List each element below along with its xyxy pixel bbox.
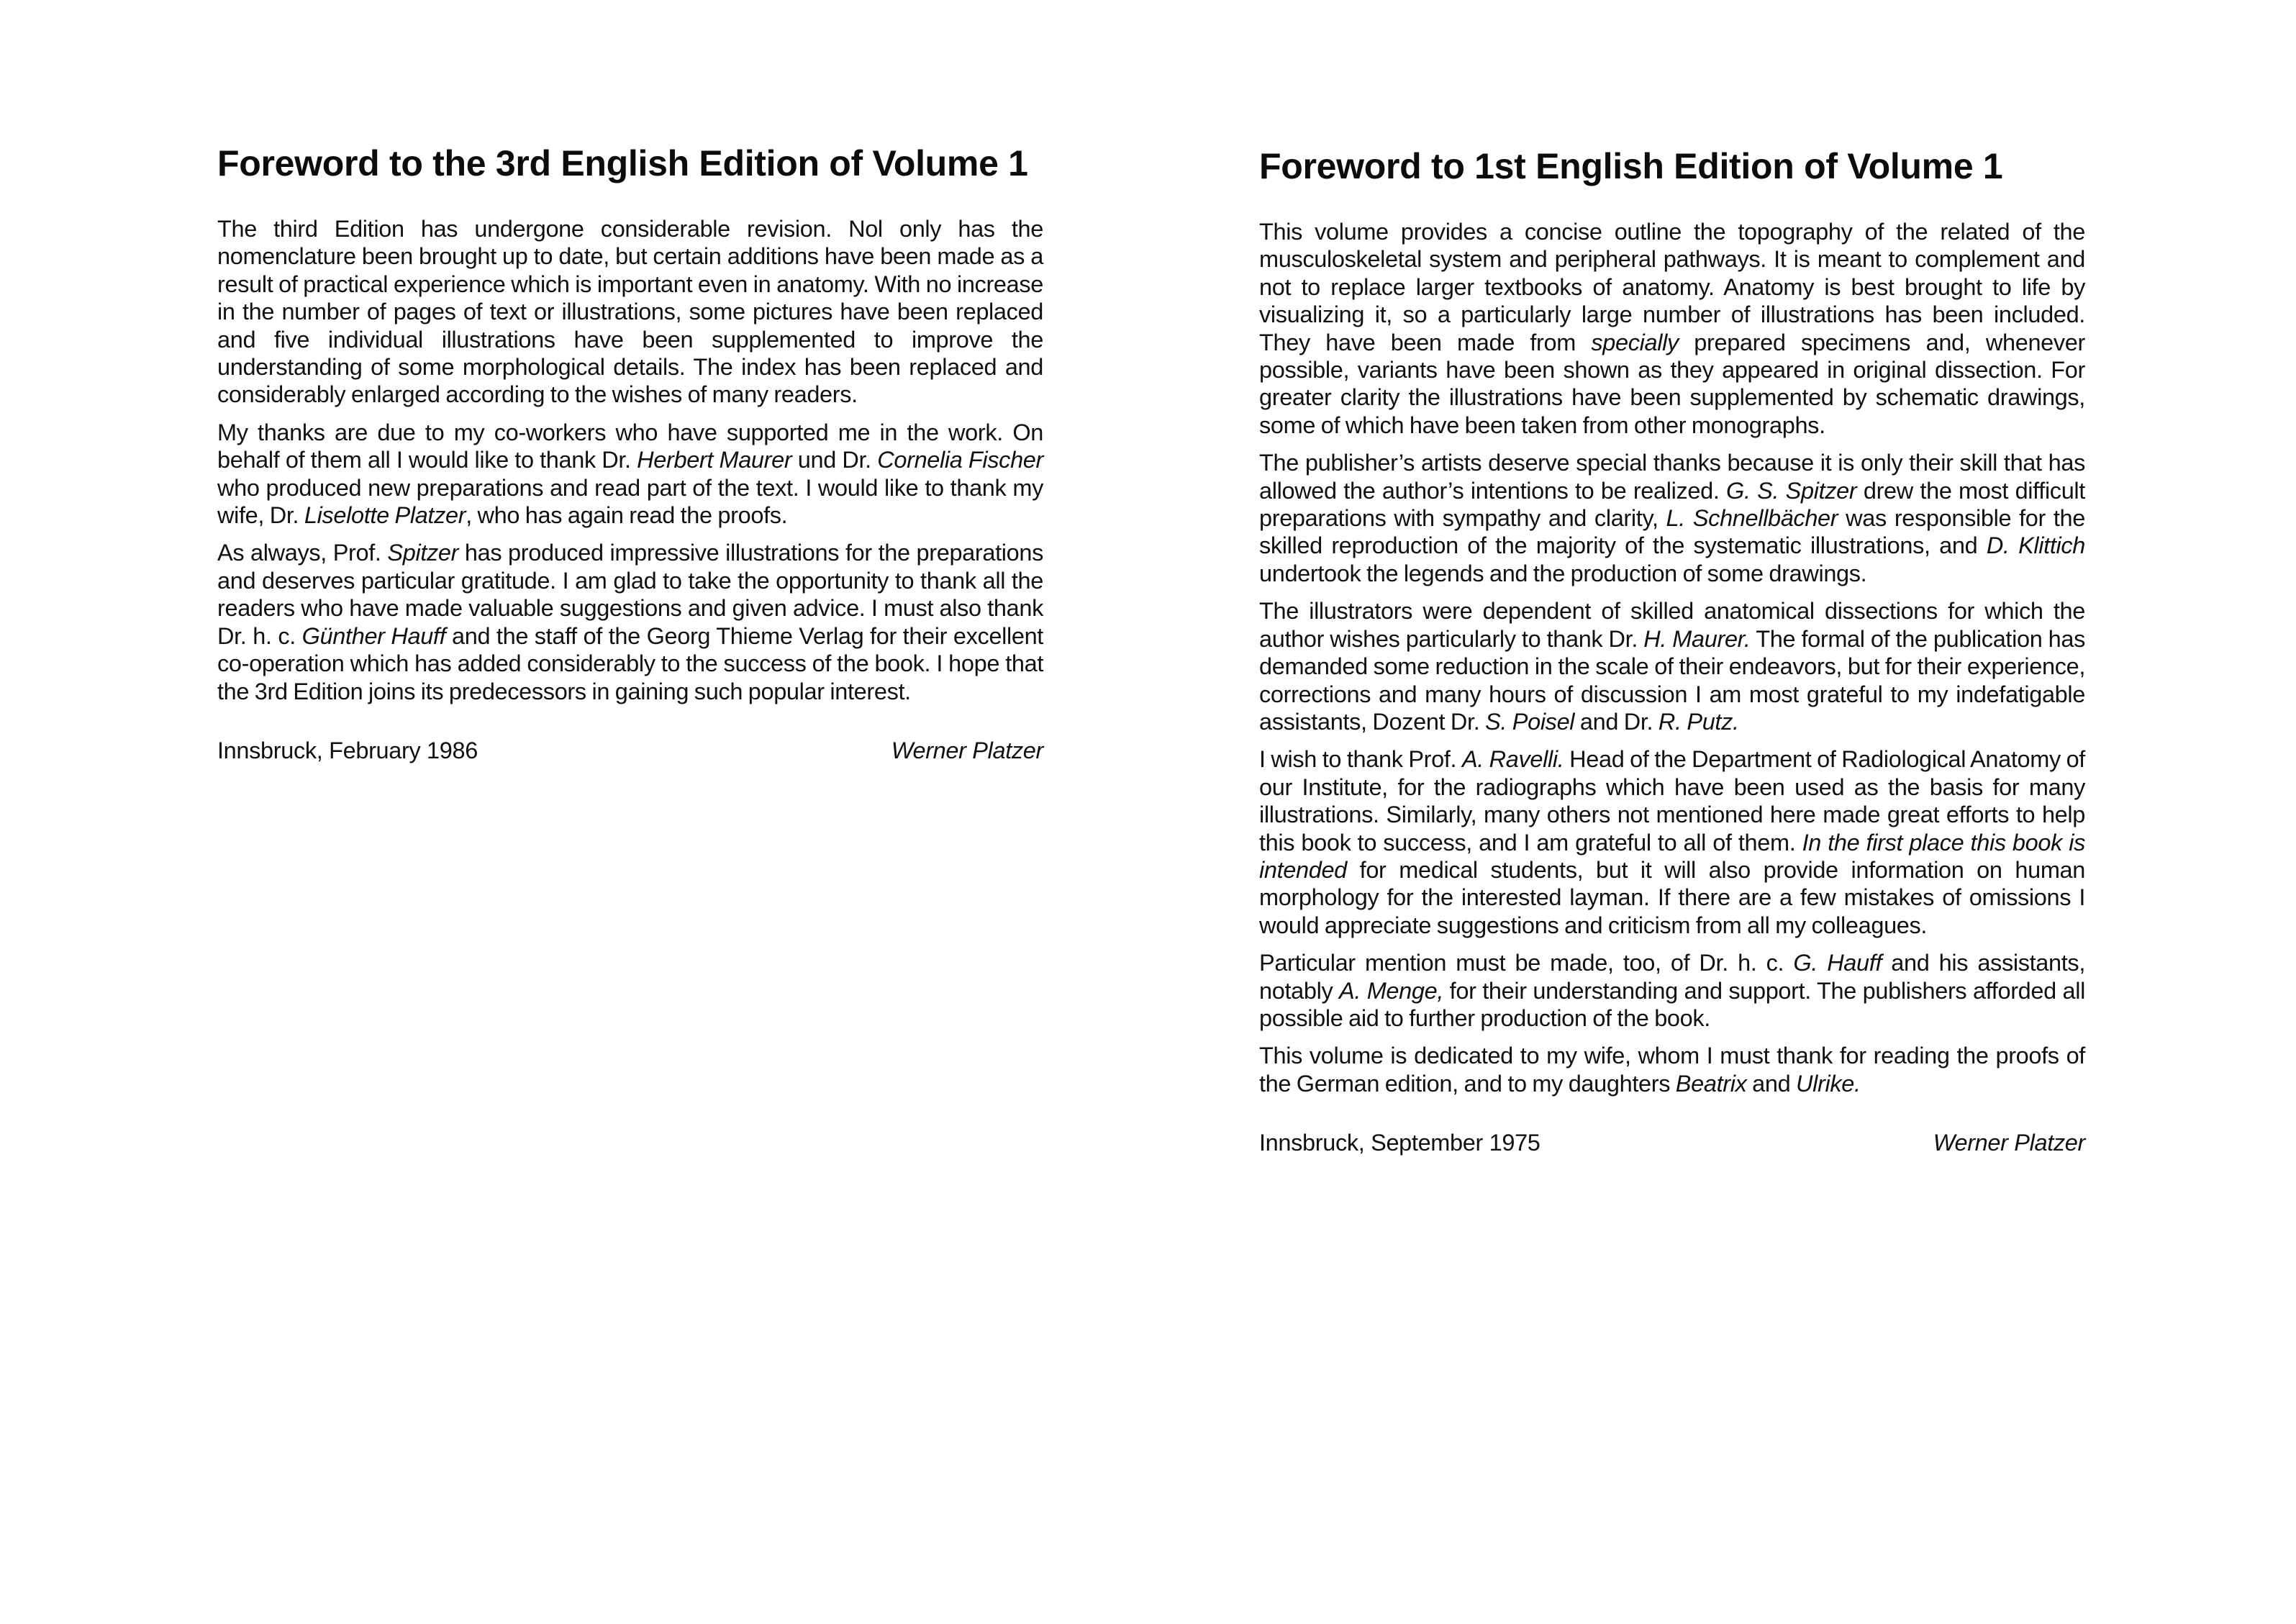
emphasis: specially — [1591, 329, 1679, 355]
text-run: , who has again read the proofs. — [466, 502, 788, 529]
text-run: This volume is dedicated to my wife, whom I must thank for reading the proofs of the German edition, and to my daughters — [1259, 1043, 2085, 1097]
text-run: The illustrators were dependent of skilled anatomical dissections for which the author wishes particularly to thank Dr. — [1259, 598, 2085, 652]
signature-line — [1259, 1129, 2085, 1156]
person-name: H. Maurer. — [1643, 625, 1751, 652]
text-run: prepared specimens and, whenever possible, variants have been shown as they appeared in original dissection. For greater clarity the illustrations have been supplemented by schematic drawings, some of which have been taken from other monographs. — [1259, 329, 2085, 438]
person-name: A. Ravelli. — [1461, 746, 1564, 773]
text-run: for their understanding and support. The publishers afforded all possible aid to further production of the book. — [1259, 977, 2085, 1031]
person-name: Spitzer — [387, 540, 459, 566]
person-name: Liselotte Platzer — [304, 502, 466, 529]
right-page — [1148, 0, 2296, 1624]
person-name: A. Menge, — [1339, 977, 1444, 1004]
person-name: L. Schnellbächer — [1666, 505, 1838, 532]
person-name: D. Klittich — [1986, 532, 2085, 559]
paragraph — [1259, 218, 2085, 439]
text-run: and his assistants, notably — [1259, 950, 2085, 1004]
text-run: drew the most difficult preparations with sympathy and clarity, — [1259, 477, 2085, 532]
right-column — [1259, 147, 2085, 1156]
text-run: who produced new preparations and read part of the text. I would like to thank my wife, Dr. — [217, 474, 1043, 529]
person-name: G. Hauff — [1793, 950, 1882, 976]
person-name: Cornelia Fischer — [877, 447, 1043, 473]
text-run: As always, Prof. — [217, 540, 388, 566]
text-run: and Dr. — [1574, 708, 1659, 735]
text-run: I wish to thank Prof. — [1259, 746, 1462, 773]
text-run: undertook the legends and the production of some drawings. — [1259, 560, 1867, 586]
author-name: Werner Platzer — [1933, 1130, 2085, 1156]
text-run: was responsible for the skilled reproduction of the majority of the systematic illustrations, and — [1259, 505, 2085, 559]
text-run: The formal of the publication has demanded some reduction in the scale of their endeavors, but for their experience, corrections and many hours of discussion I am most grateful to my indefatigable assistants, Dozent Dr. — [1259, 625, 2086, 735]
place-date: Innsbruck, September 1975 — [1259, 1130, 1541, 1156]
text-run: My thanks are due to my co-workers who have supported me in the work. On behalf of them all I would like to thank Dr. — [217, 419, 1043, 473]
text-run: und Dr. — [791, 447, 878, 473]
page-title: Foreword to the 3rd English Edition of Volume 1 — [217, 143, 1028, 183]
paragraph: The third Edition has undergone considerable revision. Nol only has the nomenclature been brought up to date, but certain additions have been made as a result of practical experience which is important even in anatomy. With no increase in the number of pages of text or illustrations, some pictures have been replaced and five individual illustrations have been supplemented to improve the understanding of some morphological details. The index has been replaced and considerably enlarged according to the wishes of many readers. — [217, 216, 1043, 408]
paragraph — [1259, 949, 2085, 1032]
text-run: has produced impressive illustrations for the preparations and deserves particular gratitude. I am glad to take the opportunity to thank all the readers who have made valuable suggestions and given advice. I must also thank Dr. h. c. — [217, 540, 1043, 649]
person-name: Beatrix — [1675, 1070, 1747, 1097]
emphasis: In the first place this book is intended — [1259, 829, 2085, 883]
text-run: Head of the Department of Radiological Anatomy of our Institute, for the radiographs which have been used as the basis for many illustrations. Similarly, many others not mentioned here made great efforts to help this book to success, and I am grateful to all of them. — [1259, 746, 2085, 856]
person-name: Ulrike. — [1796, 1070, 1861, 1097]
place-date: Innsbruck, February 1986 — [217, 737, 478, 763]
person-name: Herbert Maurer — [637, 447, 792, 473]
person-name: R. Putz. — [1658, 708, 1739, 735]
paragraph — [217, 539, 1043, 704]
text-run: for medical students, but it will also provide information on human morphology for the interested layman. If there are a few mistakes of omissions I would appreciate suggestions and criticism from all my colleagues. — [1259, 856, 2085, 938]
paragraph — [1259, 597, 2085, 735]
text-run: Particular mention must be made, too, of Dr. h. c. — [1259, 950, 1794, 976]
text-run: and the staff of the Georg Thieme Verlag for their excellent co-operation which has added considerably to the success of the book. I hope that the 3rd Edition joins its predecessors in gaining such popular interest. — [217, 622, 1043, 704]
signature-line — [217, 737, 1043, 764]
author-name: Werner Platzer — [891, 737, 1043, 763]
page-title: Foreword to 1st English Edition of Volume 1 — [1259, 146, 2003, 186]
left-column — [217, 144, 1043, 764]
paragraph — [1259, 449, 2085, 587]
person-name: G. S. Spitzer — [1726, 477, 1857, 504]
text-run: The publisher’s artists deserve special thanks because it is only their skill that has allowed the author’s intentions to be realized. — [1259, 450, 2085, 504]
person-name: Günther Hauff — [301, 622, 446, 649]
text-run: This volume provides a concise outline the topography of the related of the musculoskeletal system and peripheral pathways. It is meant to complement and not to replace larger textbooks of anatomy. Anatomy is best brought to life by visualizing it, so a particularly large number of illustrations has been included. They have been made from — [1259, 219, 2085, 355]
paragraph — [1259, 745, 2085, 939]
paragraph — [217, 419, 1043, 530]
person-name: S. Poisel — [1485, 708, 1575, 735]
text-run: and — [1746, 1070, 1797, 1097]
paragraph — [1259, 1042, 2085, 1097]
